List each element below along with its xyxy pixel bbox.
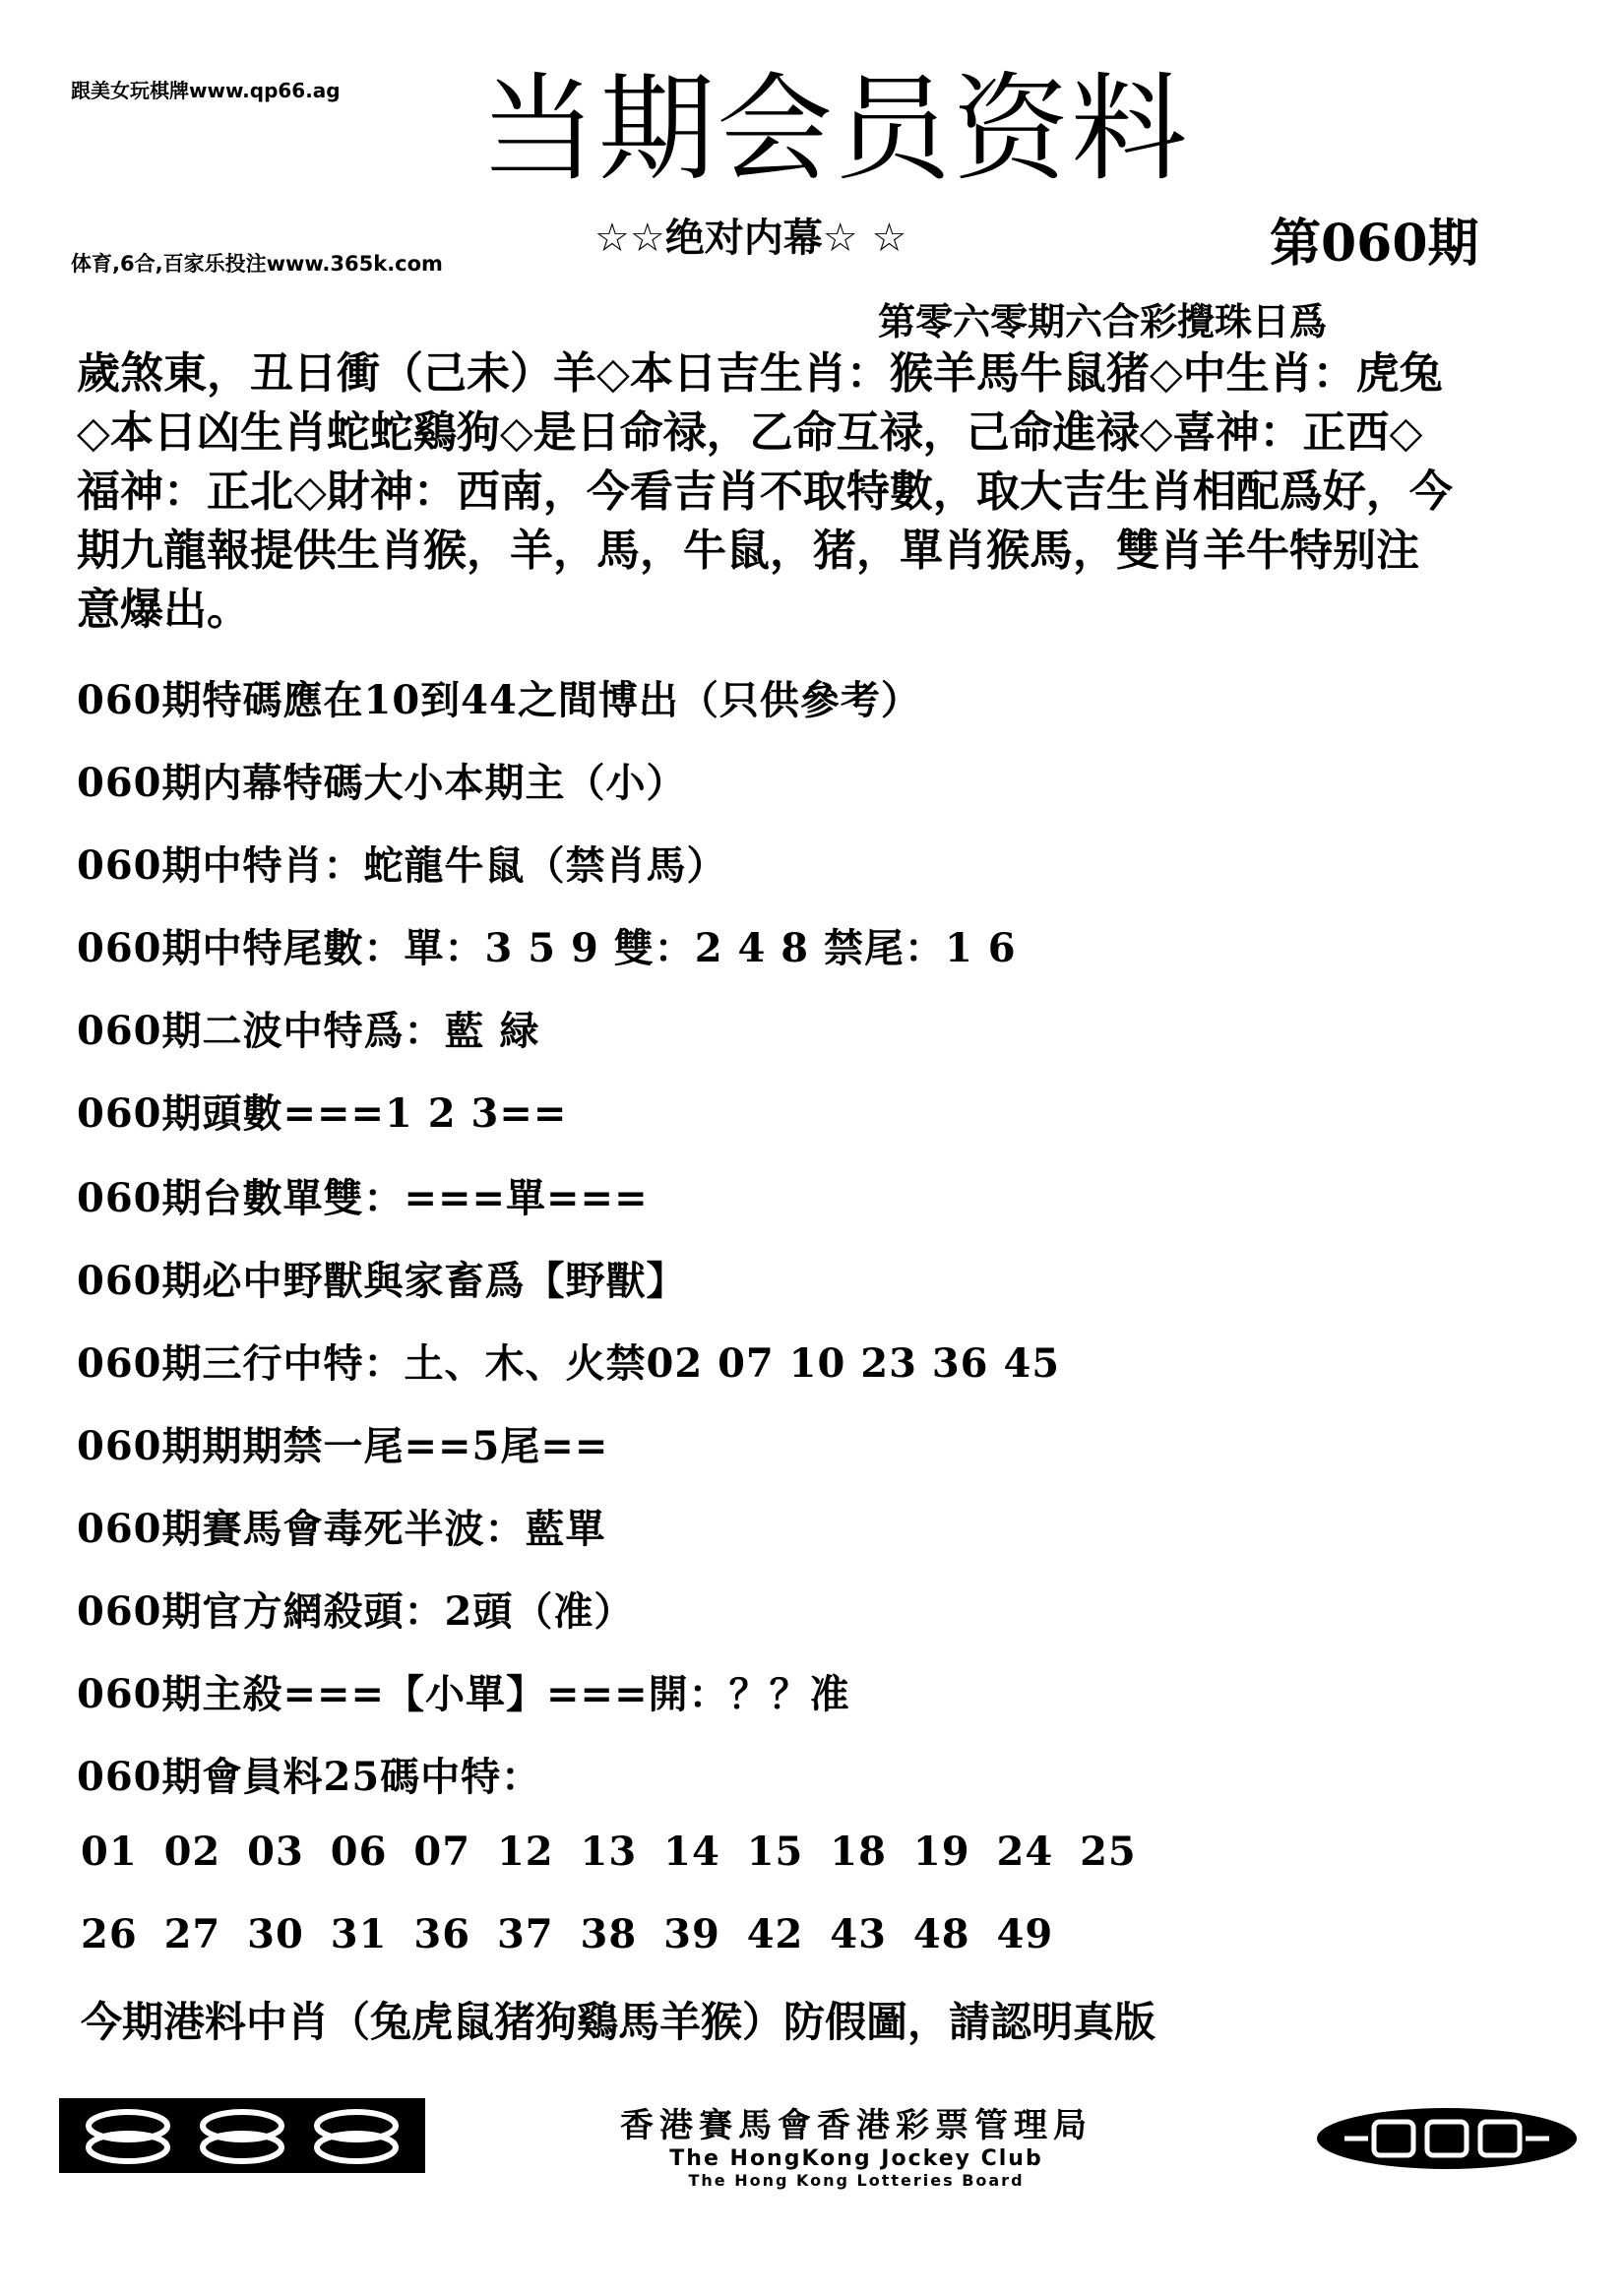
info-line: 060期内幕特碼大小本期主（小） — [77, 760, 687, 806]
info-line: 060期賽馬會毒死半波：藍單 — [77, 1506, 606, 1552]
info-line: 060期頭數===1 2 3== — [77, 1090, 568, 1137]
logo-right-emblem — [1315, 2106, 1579, 2171]
ad-text-bottom: 体育,6合,百家乐投注www.365k.com — [71, 252, 443, 276]
info-line: 060期台數單雙：===單=== — [77, 1175, 649, 1221]
info-line: 060期主殺===【小單】===開：？？准 — [77, 1671, 850, 1717]
ad-text-top: 跟美女玩棋牌www.qp66.ag — [71, 79, 341, 102]
info-line: 060期三行中特：土、木、火禁02 07 10 23 36 45 — [77, 1340, 1061, 1387]
jockey-club-logo-text — [492, 2098, 1220, 2190]
logo-line-english: The HongKong Jockey Club — [669, 2146, 1043, 2171]
subtitle: ☆☆绝对内幕☆ ☆ — [594, 216, 907, 261]
info-line: 060期官方網殺頭：2頭（准） — [77, 1588, 635, 1635]
lead-paragraph: 歲煞東，丑日衝（己未）羊◇本日吉生肖：猴羊馬牛鼠猪◇中生肖：虎兔◇本日凶生肖蛇蛇鷄狗◇是日命禄，乙命互禄，己命進禄◇喜神：正西◇福神：正北◇財神：西南，今看吉肖不取特數，取大吉生肖相配爲好，今期九龍報提供生肖猴，羊，馬，牛鼠，猪，單肖猴馬，雙肖羊牛特别注意爆出。 — [77, 348, 1453, 635]
lead-heading: 第零六零期六合彩攪珠日爲 — [878, 299, 1328, 343]
footer-note: 今期港料中肖（兔虎鼠猪狗鷄馬羊猴）防假圖，請認明真版 — [81, 1998, 1156, 2046]
logo-line-chinese: 香港賽馬會香港彩票管理局 — [620, 2106, 1093, 2145]
info-line: 060期特碼應在10到44之間博出（只供參考） — [77, 677, 921, 723]
swirl-logo-icon — [59, 2098, 425, 2173]
info-line: 060期二波中特爲：藍 緑 — [77, 1008, 540, 1054]
info-line: 060期必中野獸與家畜爲【野獸】 — [77, 1258, 687, 1304]
info-line: 060期會員料25碼中特： — [77, 1754, 542, 1800]
info-line: 060期期期禁一尾==5尾== — [77, 1423, 609, 1469]
number-row-2: 26 27 30 31 36 37 38 39 42 43 48 49 — [81, 1911, 1054, 1957]
info-line: 060期中特尾數：單：3 5 9 雙：2 4 8 禁尾：1 6 — [77, 925, 1017, 971]
oval-emblem-icon — [1315, 2106, 1579, 2171]
logo-line-english-sub: The Hong Kong Lotteries Board — [688, 2171, 1025, 2190]
issue-number: 第060期 — [1270, 214, 1479, 274]
info-line: 060期中特肖：蛇龍牛鼠（禁肖馬） — [77, 842, 727, 889]
logo-left-banner — [59, 2098, 425, 2173]
page-title: 当期会员资料 — [480, 61, 1190, 197]
number-row-1: 01 02 03 06 07 12 13 14 15 18 19 24 25 — [81, 1829, 1137, 1875]
